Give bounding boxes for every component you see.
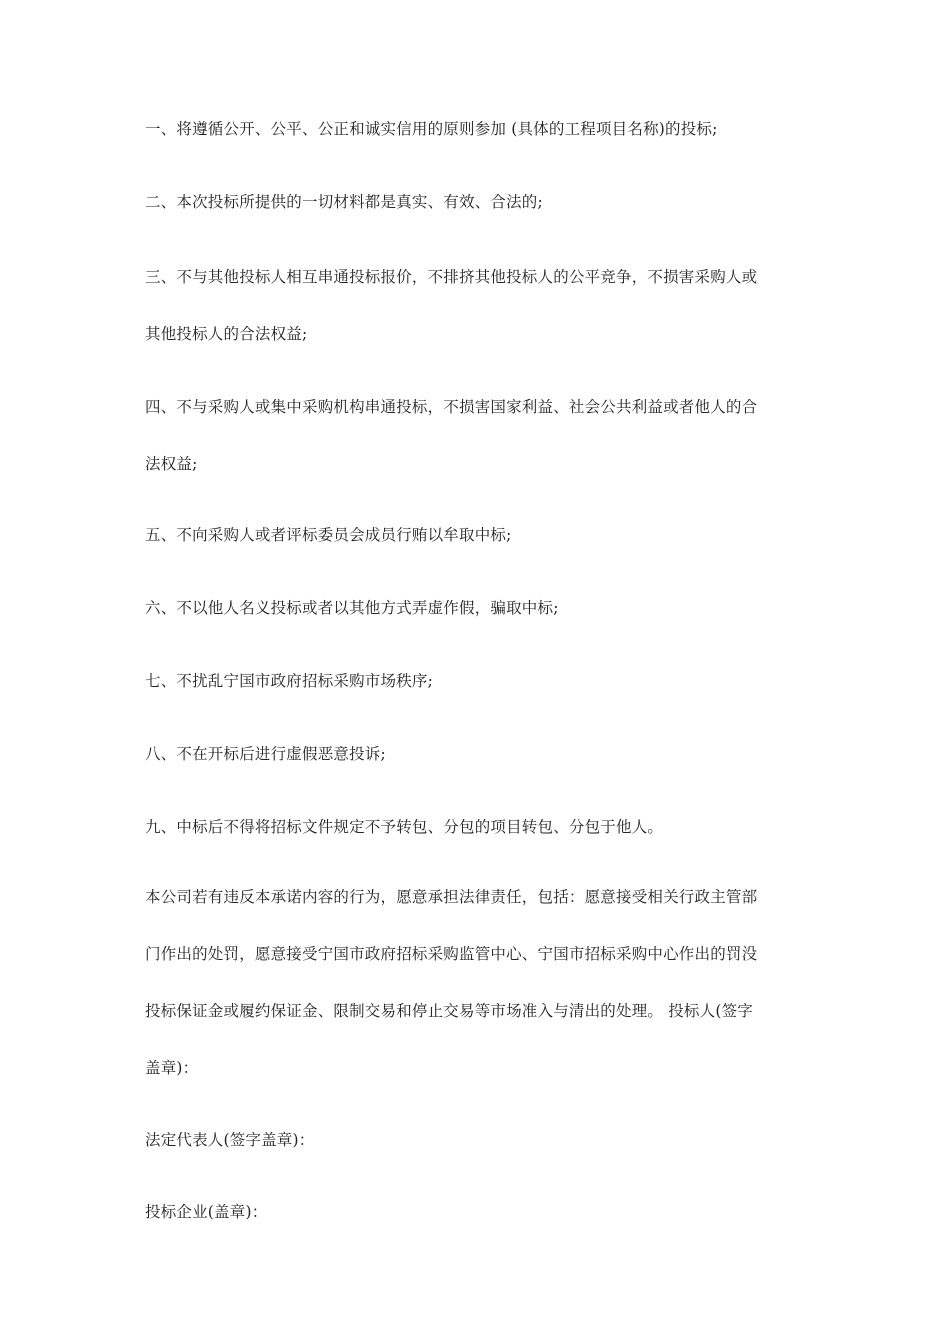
clause-4-text-line-2: 法权益;: [145, 455, 198, 473]
clause-8-text: 八、不在开标后进行虚假恶意投诉;: [145, 745, 386, 763]
clause-1-text: 一、将遵循公开、公平、公正和诚实信用的原则参加 (具体的工程项目名称)的投标;: [145, 120, 718, 138]
clause-3-text-line-1: 三、不与其他投标人相互串通投标报价，不排挤其他投标人的公平竞争，不损害采购人或: [145, 268, 758, 286]
clause-6-text: 六、不以他人名义投标或者以其他方式弄虚作假，骗取中标;: [145, 599, 559, 617]
clause-5-text: 五、不向采购人或者评标委员会成员行贿以牟取中标;: [145, 526, 512, 544]
commitment-paragraph-line-3: 投标保证金或履约保证金、限制交易和停止交易等市场准入与清出的处理。 投标人(签字: [145, 1002, 753, 1020]
bidding-company-label: 投标企业(盖章)：: [145, 1203, 268, 1221]
commitment-paragraph-line-1: 本公司若有违反本承诺内容的行为，愿意承担法律责任，包括：愿意接受相关行政主管部: [145, 888, 758, 906]
clause-4-text-line-1: 四、不与采购人或集中采购机构串通投标，不损害国家利益、社会公共利益或者他人的合: [145, 398, 758, 416]
clause-7-text: 七、不扰乱宁国市政府招标采购市场秩序;: [145, 672, 434, 690]
clause-9-text: 九、中标后不得将招标文件规定不予转包、分包的项目转包、分包于他人。: [145, 818, 664, 836]
bidder-signature-label: 盖章)：: [145, 1059, 199, 1077]
commitment-paragraph-line-2: 门作出的处罚，愿意接受宁国市政府招标采购监管中心、宁国市招标采购中心作出的罚没: [145, 945, 758, 963]
legal-representative-label: 法定代表人(签字盖章)：: [145, 1131, 315, 1149]
clause-2-text: 二、本次投标所提供的一切材料都是真实、有效、合法的;: [145, 193, 543, 211]
clause-3-text-line-2: 其他投标人的合法权益;: [145, 325, 308, 343]
